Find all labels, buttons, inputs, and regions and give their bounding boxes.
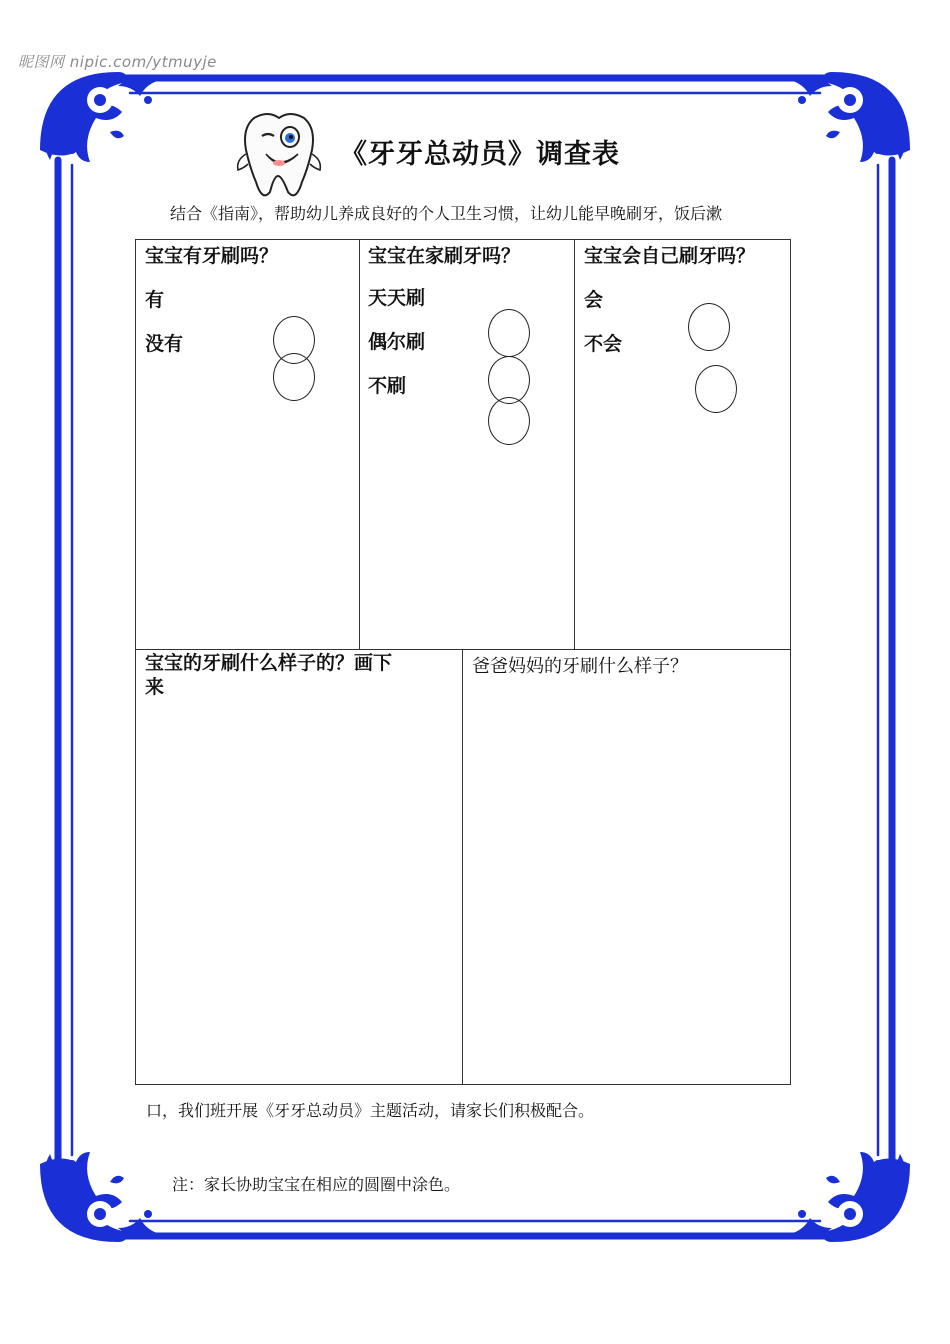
- intro-text: 结合《指南》，帮助幼儿养成良好的个人卫生习惯，让幼儿能早晚刷牙，饭后漱: [170, 204, 723, 223]
- answer-circle[interactable]: [488, 397, 530, 445]
- drawing-cell-child-toothbrush[interactable]: [135, 649, 463, 1085]
- activity-note: 口，我们班开展《牙牙总动员》主题活动，请家长们积极配合。: [146, 1101, 595, 1120]
- question-cell-has-toothbrush: [135, 239, 360, 650]
- watermark: 昵图网 nipic.com/ytmuyje: [18, 53, 217, 71]
- option-label: 偶尔刷: [368, 331, 426, 353]
- question-title: 宝宝会自己刷牙吗？: [584, 245, 756, 267]
- option-label: 不会: [584, 333, 623, 355]
- option-label: 不刷: [368, 375, 407, 397]
- question-title: 宝宝在家刷牙吗？: [368, 245, 521, 267]
- page-title: 《牙牙总动员》调查表: [340, 139, 620, 170]
- drawing-cell-parent-toothbrush[interactable]: [462, 649, 791, 1085]
- question-title: 宝宝有牙刷吗？: [145, 245, 279, 267]
- drawing-question-title: 爸爸妈妈的牙刷什么样子？: [472, 656, 688, 677]
- answer-circle[interactable]: [695, 365, 737, 413]
- drawing-question-line: 来: [145, 676, 165, 698]
- drawing-question-line: 宝宝的牙刷什么样子的？画下: [145, 652, 393, 674]
- answer-circle[interactable]: [688, 303, 730, 351]
- tooth-mascot-icon: [232, 110, 327, 205]
- answer-circle[interactable]: [273, 353, 315, 401]
- option-label: 没有: [145, 333, 184, 355]
- option-label: 有: [145, 289, 165, 311]
- answer-circle[interactable]: [488, 309, 530, 357]
- instruction-note: 注：家长协助宝宝在相应的圆圈中涂色。: [172, 1175, 461, 1194]
- drawing-question-title: [145, 651, 392, 699]
- question-cell-brush-self: [574, 239, 791, 650]
- option-label: 会: [584, 289, 604, 311]
- option-label: 天天刷: [368, 287, 426, 309]
